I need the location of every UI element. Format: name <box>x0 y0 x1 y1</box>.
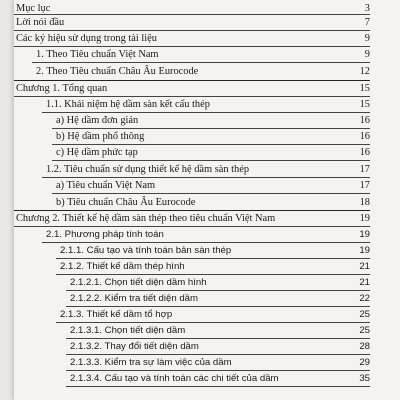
toc-entry-page: 19 <box>359 229 370 240</box>
toc-entry-title: c) Hệ dầm phức tạp <box>56 147 138 158</box>
toc-entry-title: Các ký hiệu sử dụng trong tài liệu <box>16 33 157 44</box>
toc-page <box>14 0 400 400</box>
toc-rule <box>42 242 370 243</box>
toc-entry-title: Chương 2. Thiết kế hệ dầm sàn thép theo tiêu chuẩn Việt Nam <box>16 213 276 224</box>
toc-entry-title: 2. Theo Tiêu chuẩn Châu Âu Eurocode <box>36 66 199 77</box>
toc-entry-title: 2.1.3. Thiết kế dầm tổ hợp <box>60 309 173 320</box>
toc-entry-title: 2.1.2.1. Chọn tiết diện dầm hình <box>70 277 207 288</box>
toc-entry <box>14 48 400 62</box>
toc-entry <box>14 292 400 306</box>
toc-entry-title: 2.1.3.4. Cấu tạo và tính toán các chi tiết của dầm <box>70 373 279 384</box>
toc-entry-title: a) Hệ dầm đơn giản <box>56 115 139 126</box>
toc-entry <box>14 212 400 226</box>
toc-entry <box>14 163 400 177</box>
toc-entry <box>14 98 400 112</box>
toc-entry-page: 15 <box>359 83 370 94</box>
toc-entry <box>14 114 400 128</box>
toc-entry <box>14 276 400 290</box>
toc-entry-page: 12 <box>359 66 370 77</box>
toc-entry-page: 19 <box>359 245 370 256</box>
toc-entry-page: 17 <box>359 180 370 191</box>
toc-entry-title: a) Tiêu chuẩn Việt Nam <box>56 180 156 191</box>
toc-entry-page: 25 <box>359 325 370 336</box>
toc-rule <box>32 62 370 63</box>
toc-entry <box>14 16 400 30</box>
toc-rule <box>66 354 370 355</box>
toc-entry-title: 1. Theo Tiêu chuẩn Việt Nam <box>36 49 159 60</box>
toc-rule <box>66 306 370 307</box>
toc-entry-title: 2.1. Phương pháp tính toán <box>46 229 164 240</box>
toc-entry-page: 16 <box>359 115 370 126</box>
toc-entry-page: 3 <box>364 3 370 14</box>
toc-entry <box>14 356 400 370</box>
toc-entry <box>14 324 400 338</box>
toc-entry <box>14 308 400 322</box>
toc-rule <box>66 338 370 339</box>
toc-entry <box>14 228 400 242</box>
toc-entry-page: 18 <box>359 197 370 208</box>
toc-entry <box>14 372 400 386</box>
toc-entry-title: b) Tiêu chuẩn Châu Âu Eurocode <box>56 197 196 208</box>
toc-rule <box>66 290 370 291</box>
toc-rule <box>56 274 370 275</box>
toc-entry-page: 9 <box>364 49 370 60</box>
toc-entry <box>14 179 400 193</box>
toc-rule <box>14 30 370 31</box>
toc-entry-page: 19 <box>359 213 370 224</box>
toc-rule <box>14 46 370 47</box>
toc-rule <box>66 370 370 371</box>
toc-entry-page: 29 <box>359 357 370 368</box>
toc-entry-page: 7 <box>364 17 370 28</box>
toc-entry-title: Chương 1. Tổng quan <box>16 83 108 94</box>
toc-entry-page: 21 <box>359 261 370 272</box>
toc-entry-page: 21 <box>359 277 370 288</box>
toc-entry-title: 2.1.1. Cấu tạo và tính toán bản sàn thép <box>60 245 232 256</box>
toc-entry <box>14 260 400 274</box>
toc-entry-title: 1.2. Tiêu chuẩn sử dụng thiết kế hệ dầm sàn thép <box>46 164 250 175</box>
toc-rule <box>56 322 370 323</box>
toc-rule <box>66 386 370 387</box>
toc-entry-page: 15 <box>359 99 370 110</box>
toc-entry-title: Lời nói đầu <box>16 17 65 28</box>
toc-entry-title: Mục lục <box>16 3 51 14</box>
toc-rule <box>42 177 370 178</box>
toc-entry-page: 28 <box>359 341 370 352</box>
toc-rule <box>42 112 370 113</box>
toc-entry-title: 2.1.3.2. Thay đổi tiết diện dầm <box>70 341 199 352</box>
toc-entry <box>14 130 400 144</box>
toc-entry-page: 35 <box>359 373 370 384</box>
toc-rule <box>14 226 370 227</box>
toc-rule <box>52 128 370 129</box>
toc-entry-title: 2.1.3.3. Kiểm tra sự làm việc của dầm <box>70 357 232 368</box>
toc-rule <box>14 96 370 97</box>
toc-rule <box>52 160 370 161</box>
toc-entry-title: 2.1.2. Thiết kế dầm thép hình <box>60 261 185 272</box>
toc-entry-page: 16 <box>359 147 370 158</box>
toc-entry-page: 16 <box>359 131 370 142</box>
toc-entry <box>14 146 400 160</box>
toc-entry <box>14 82 400 96</box>
toc-entry-title: 1.1. Khái niệm hệ dầm sàn kết cấu thép <box>46 99 210 110</box>
toc-entry-title: 2.1.3.1. Chọn tiết diện dầm <box>70 325 186 336</box>
toc-entry-page: 9 <box>364 33 370 44</box>
toc-rule <box>52 193 370 194</box>
toc-rule <box>56 258 370 259</box>
toc-entry-page: 17 <box>359 164 370 175</box>
toc-entry <box>14 340 400 354</box>
toc-rule <box>14 210 370 211</box>
toc-rule <box>14 80 370 81</box>
toc-entry <box>14 244 400 258</box>
toc-rule <box>52 144 370 145</box>
toc-entry <box>14 196 400 210</box>
toc-entry <box>14 32 400 46</box>
toc-entry <box>14 65 400 79</box>
toc-entry-page: 22 <box>359 293 370 304</box>
toc-entry-title: 2.1.2.2. Kiểm tra tiết diện dầm <box>70 293 198 304</box>
toc-rule <box>14 14 370 15</box>
toc-entry-page: 25 <box>359 309 370 320</box>
toc-entry-title: b) Hệ dầm phổ thông <box>56 131 145 142</box>
